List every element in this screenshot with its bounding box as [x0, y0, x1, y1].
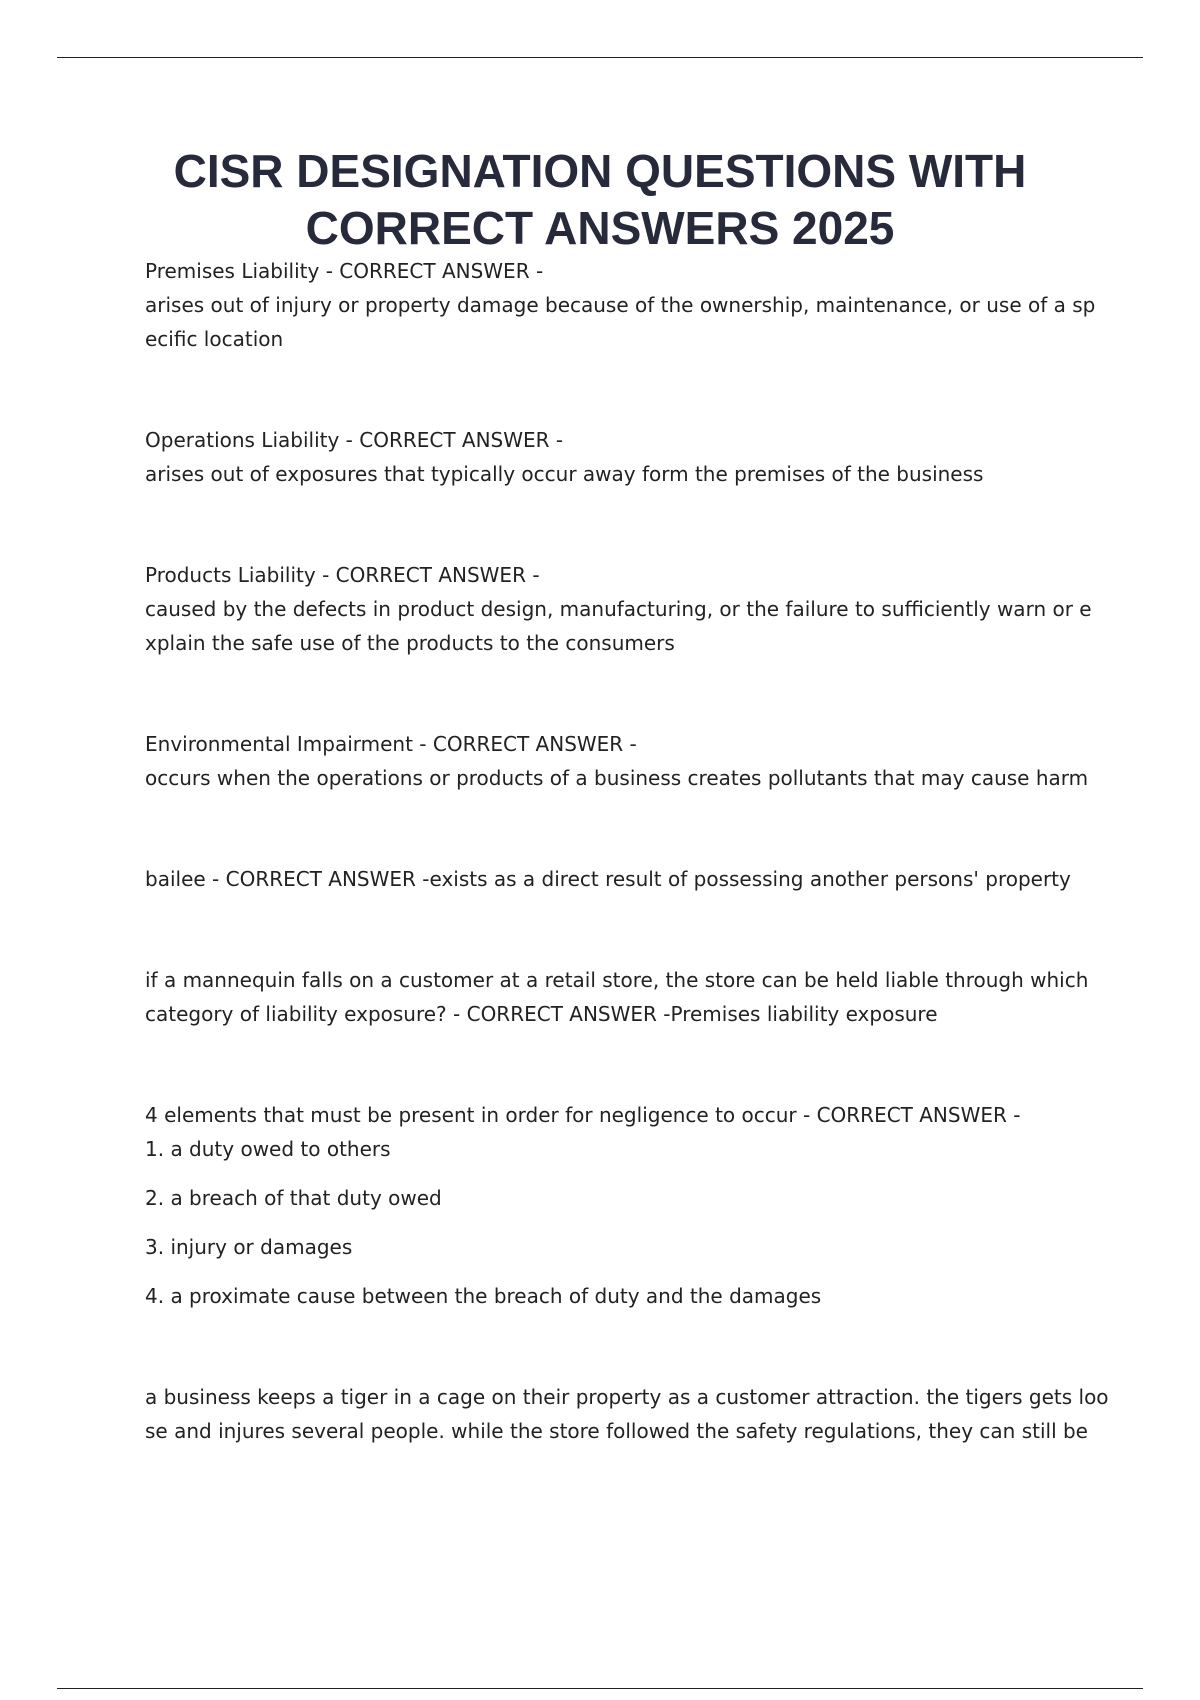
qa-item-premises-liability	[145, 254, 1095, 356]
qa-item-environmental-impairment	[145, 727, 1095, 795]
answer-text-continued: xplain the safe use of the products to the consumers	[145, 631, 675, 655]
question-text: bailee - CORRECT ANSWER -exists as a direct result of possessing another persons' property	[145, 867, 1071, 891]
question-text: Operations Liability - CORRECT ANSWER -	[145, 428, 564, 452]
question-text: Environmental Impairment - CORRECT ANSWER -	[145, 732, 637, 756]
qa-item-mannequin	[145, 963, 1095, 1031]
question-text: Premises Liability - CORRECT ANSWER -	[145, 259, 544, 283]
answer-text: category of liability exposure? - CORRECT ANSWER -Premises liability exposure	[145, 1002, 938, 1026]
question-text: Products Liability - CORRECT ANSWER -	[145, 563, 540, 587]
list-item: 3. injury or damages	[145, 1235, 353, 1259]
list-item: 2. a breach of that duty owed	[145, 1186, 442, 1210]
question-text-continued: se and injures several people. while the store followed the safety regulations, they can still be	[145, 1419, 1088, 1443]
list-item: 4. a proximate cause between the breach of duty and the damages	[145, 1284, 822, 1308]
qa-item-negligence-elements	[145, 1098, 1095, 1313]
top-rule	[57, 57, 1143, 58]
qa-item-products-liability	[145, 558, 1095, 660]
answer-text: occurs when the operations or products of a business creates pollutants that may cause harm	[145, 766, 1089, 790]
question-text: if a mannequin falls on a customer at a retail store, the store can be held liable through which	[145, 968, 1089, 992]
question-text: a business keeps a tiger in a cage on their property as a customer attraction. the tigers gets loo	[145, 1385, 1109, 1409]
answer-text: arises out of injury or property damage because of the ownership, maintenance, or use of a sp	[145, 293, 1096, 317]
document-title	[100, 143, 1100, 257]
question-text: 4 elements that must be present in order for negligence to occur - CORRECT ANSWER -	[145, 1103, 1021, 1127]
qa-item-operations-liability	[145, 423, 1095, 491]
answer-text-continued: ecific location	[145, 327, 284, 351]
title-line-2: CORRECT ANSWERS 2025	[305, 202, 895, 254]
title-line-1: CISR DESIGNATION QUESTIONS WITH	[173, 145, 1027, 197]
qa-item-bailee	[145, 862, 1095, 896]
answer-text: arises out of exposures that typically occur away form the premises of the business	[145, 462, 984, 486]
answer-text: caused by the defects in product design, manufacturing, or the failure to sufficiently warn or e	[145, 597, 1092, 621]
qa-content	[145, 254, 1109, 1448]
qa-item-tiger	[145, 1380, 1109, 1448]
bottom-rule	[57, 1688, 1143, 1689]
list-item: 1. a duty owed to others	[145, 1137, 391, 1161]
